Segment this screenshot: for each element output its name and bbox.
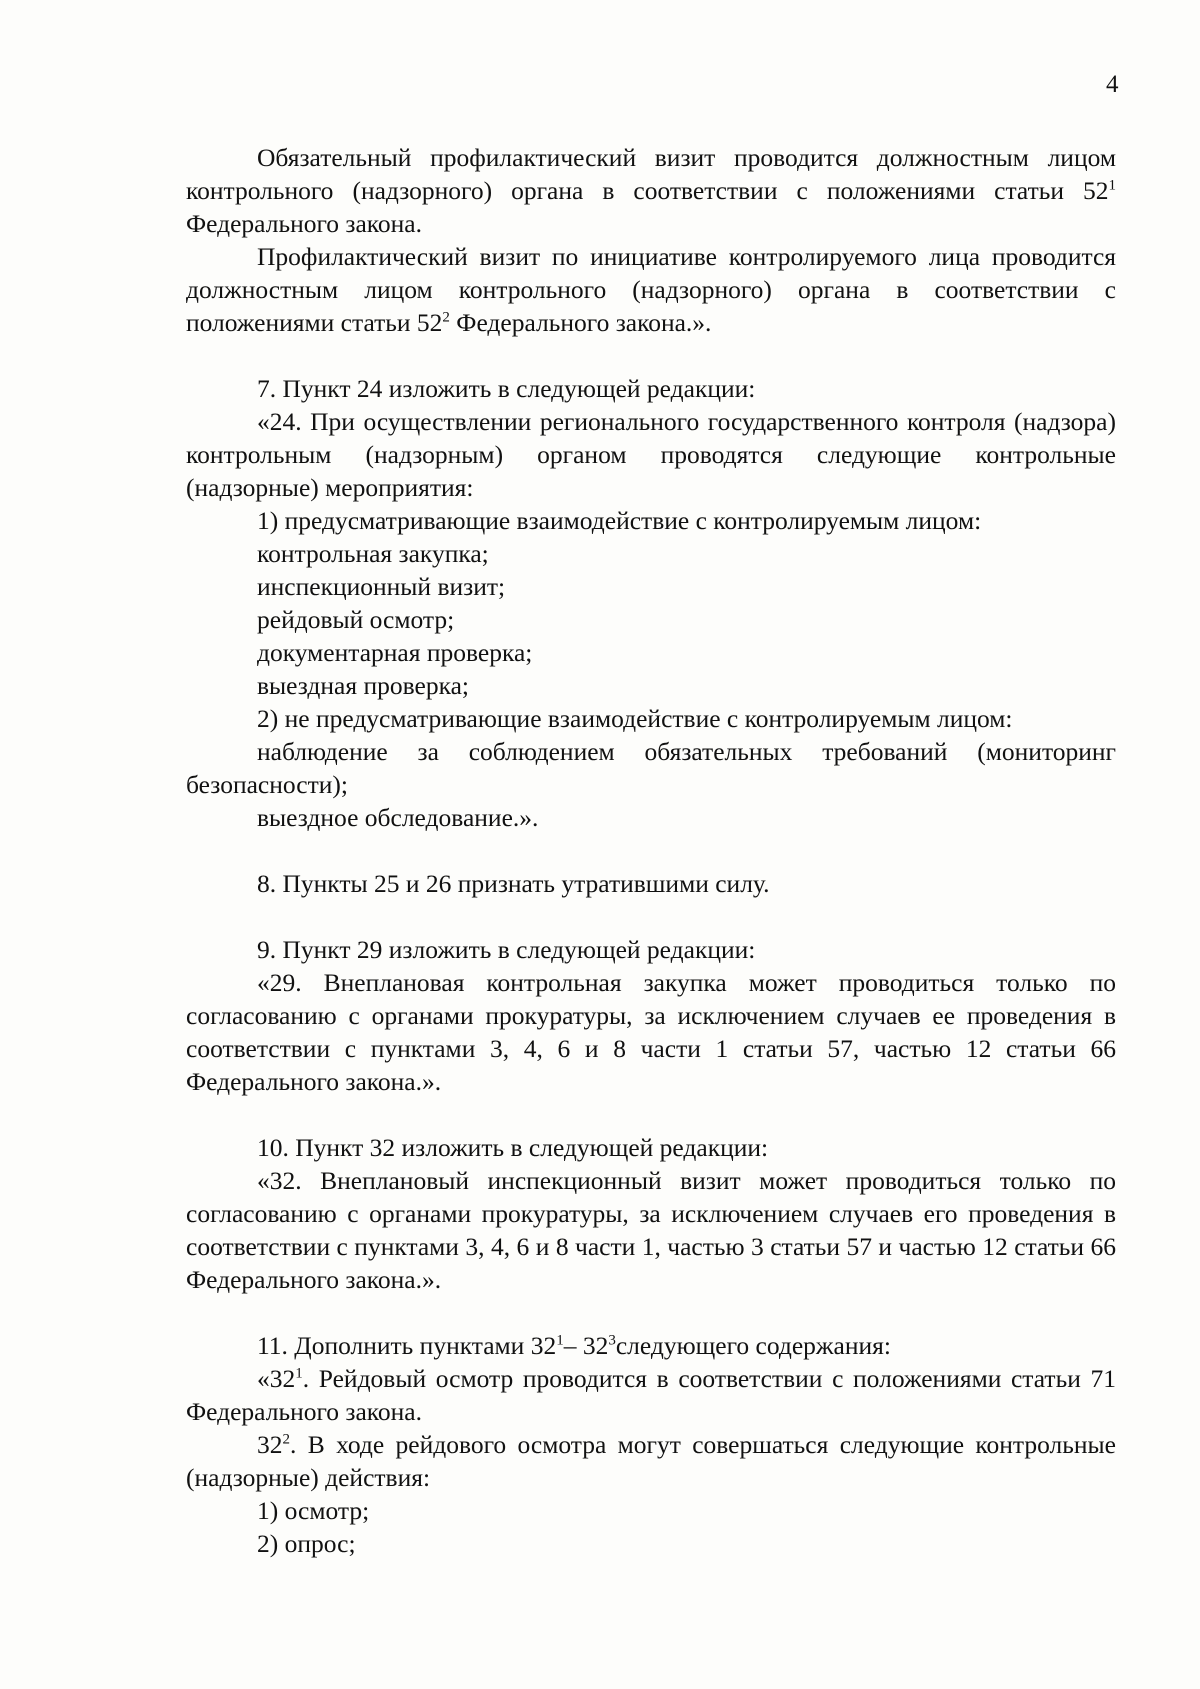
- list-item: контрольная закупка;: [257, 539, 489, 568]
- superscript: 1: [1108, 177, 1116, 194]
- spacer: [186, 1296, 1116, 1329]
- text: «32: [257, 1364, 296, 1393]
- superscript: 2: [282, 1431, 290, 1448]
- spacer: [186, 834, 1116, 867]
- list-item: выездное обследование.».: [257, 803, 539, 832]
- text: . Рейдовый осмотр проводится в соответствии с положениями статьи 71 Федерального закона.: [186, 1364, 1116, 1426]
- section-8-title: 8. Пункты 25 и 26 признать утратившими силу.: [257, 869, 770, 898]
- text: . В ходе рейдового осмотра могут совершаться следующие контрольные (надзорные) действия:: [186, 1430, 1116, 1492]
- section-9-title: 9. Пункт 29 изложить в следующей редакции:: [257, 935, 756, 964]
- list-item-wrapped: наблюдение за соблюдением обязательных требований (мониторинг безопасности);: [186, 737, 1116, 799]
- section-9-paragraph: «29. Внеплановая контрольная закупка может проводиться только по согласованию с органами прокуратуры, за исключением случаев ее проведения в соответствии с пунктами 3, 4, 6 и 8 части 1 статьи 57, частью 12 статьи 66 Федерального закона.».: [186, 968, 1116, 1096]
- text: 11. Дополнить пунктами 32: [257, 1331, 557, 1360]
- text: Федерального закона.: [186, 209, 422, 238]
- section-11-title: [186, 1329, 1116, 1362]
- superscript: 3: [608, 1332, 616, 1349]
- text: следующего содержания:: [615, 1331, 891, 1360]
- paragraph-initiative-visit: [186, 240, 1116, 339]
- list-item: 1) осмотр;: [257, 1496, 370, 1525]
- text: Обязательный профилактический визит проводится должностным лицом контрольного (надзорного) органа в соответствии с положениями статьи 52: [186, 143, 1116, 205]
- text: Федерального закона.».: [449, 308, 712, 337]
- list-item: рейдовый осмотр;: [257, 605, 455, 634]
- list-item: выездная проверка;: [257, 671, 469, 700]
- spacer: [186, 339, 1116, 372]
- list-item: 2) опрос;: [257, 1529, 356, 1558]
- document-body: [186, 141, 1116, 1560]
- list-item: 1) предусматривающие взаимодействие с контролируемым лицом:: [257, 506, 982, 535]
- list-item: 2) не предусматривающие взаимодействие с контролируемым лицом:: [257, 704, 1013, 733]
- section-10-title: 10. Пункт 32 изложить в следующей редакции:: [257, 1133, 769, 1162]
- superscript: 2: [442, 309, 450, 326]
- superscript: 1: [556, 1332, 564, 1349]
- text: 32: [257, 1430, 283, 1459]
- section-11-paragraph-2: [186, 1428, 1116, 1494]
- text: Профилактический визит по инициативе контролируемого лица проводится должностным лицом контрольного (надзорного) органа в соответствии с положениями статьи 52: [186, 242, 1116, 337]
- list-item: документарная проверка;: [257, 638, 533, 667]
- spacer: [186, 900, 1116, 933]
- section-11-paragraph-1: [186, 1362, 1116, 1428]
- text: – 32: [563, 1331, 609, 1360]
- paragraph-mandatory-visit: [186, 141, 1116, 240]
- list-item: инспекционный визит;: [257, 572, 506, 601]
- section-7-title: 7. Пункт 24 изложить в следующей редакции:: [257, 374, 756, 403]
- spacer: [186, 1098, 1116, 1131]
- page-number: 4: [1106, 71, 1119, 98]
- section-7-paragraph: «24. При осуществлении регионального государственного контроля (надзора) контрольным (надзорным) органом проводятся следующие контрольные (надзорные) мероприятия:: [186, 407, 1116, 502]
- section-10-paragraph: «32. Внеплановый инспекционный визит может проводиться только по согласованию с органами прокуратуры, за исключением случаев его проведения в соответствии с пунктами 3, 4, 6 и 8 части 1, частью 3 статьи 57 и частью 12 статьи 66 Федерального закона.».: [186, 1166, 1116, 1294]
- superscript: 1: [295, 1365, 303, 1382]
